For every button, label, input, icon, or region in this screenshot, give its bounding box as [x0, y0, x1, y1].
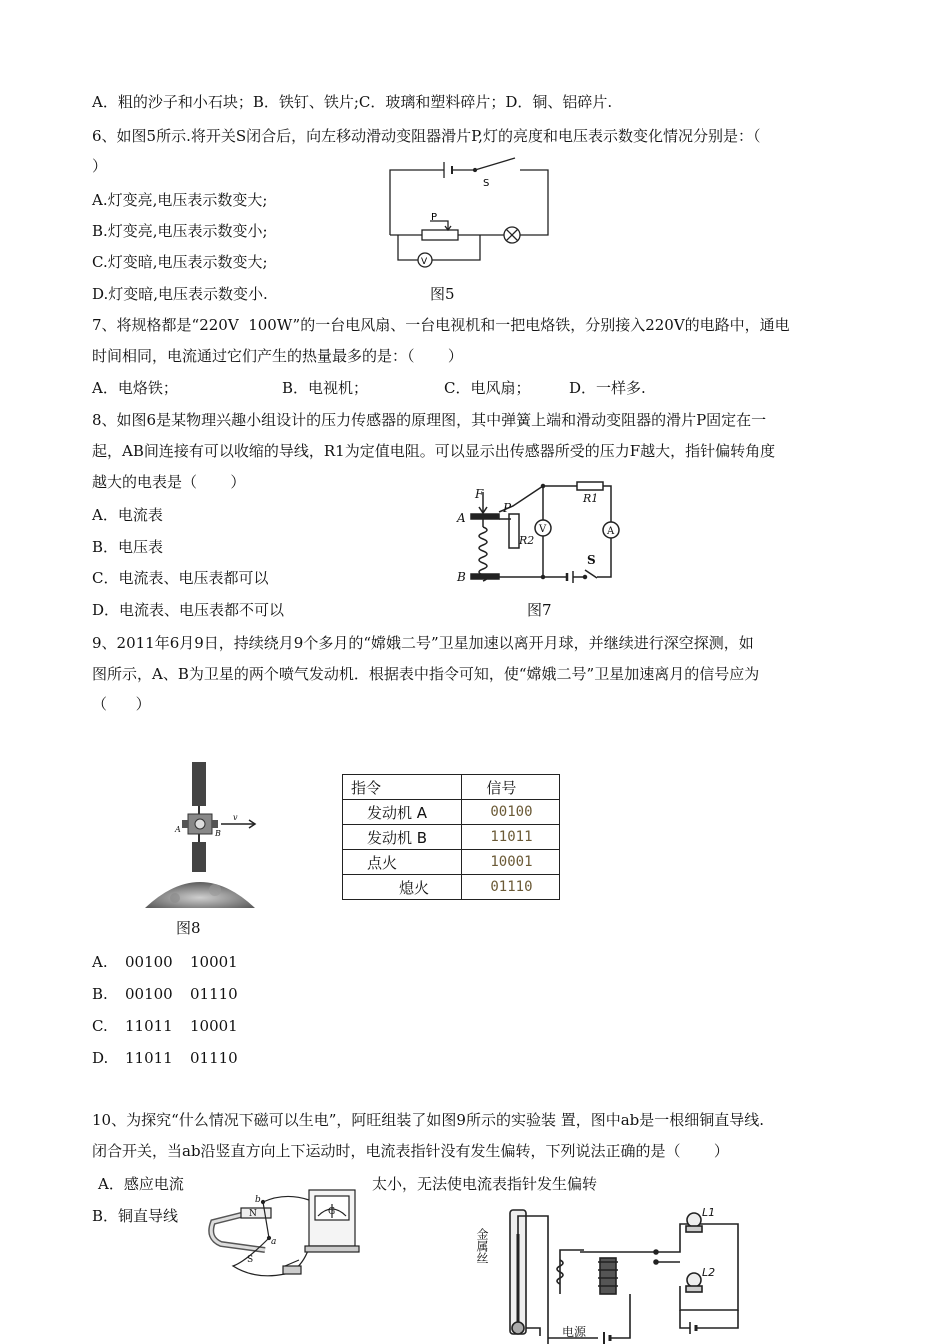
q8-option-c: C．电流表、电压表都可以	[92, 569, 269, 587]
fig8-engine-a-label: A	[175, 825, 181, 834]
table-cell-signal: 10001	[462, 850, 560, 875]
fig7-p-label: P	[503, 501, 512, 515]
q9-option-c-value1: 11011	[125, 1017, 173, 1035]
q10-option-b-left: B．铜直导线	[92, 1207, 179, 1225]
q8-stem-line1: 8、如图6是某物理兴趣小组设计的压力传感器的原理图，其中弹簧上端和滑动变阻器的滑片P固定在一	[92, 411, 767, 429]
figure-8-label: 图8	[176, 919, 201, 937]
fig9-galvanometer-label: G	[328, 1207, 336, 1217]
q10-option-a-left: A．感应电流	[98, 1175, 184, 1193]
command-signal-table	[342, 774, 560, 900]
fig-power-supply-label: 电源	[562, 1325, 587, 1339]
q8-option-d: D．电流表、电压表都不可以	[92, 601, 285, 619]
table-row	[343, 850, 560, 875]
q8-stem-line2: 起，AB间连接有可以收缩的导线，R1为定值电阻。可以显示出传感器所受的压力F越大，指针偏转角度	[92, 442, 776, 460]
table-cell-signal: 00100	[462, 800, 560, 825]
q9-option-a-value2: 10001	[190, 953, 238, 971]
q10-stem-line1: 10、为探究“什么情况下磁可以生电”，阿旺组装了如图9所示的实验装 置，图中ab是一根细铜直导线.	[92, 1111, 765, 1129]
table-header-signal: 信号	[462, 775, 560, 800]
q6-option-b: B.灯变亮,电压表示数变小;	[92, 222, 268, 240]
fig7-r2-label: R2	[519, 534, 535, 547]
fig5-switch-label: S	[483, 178, 490, 189]
fig7-b-label: B	[457, 570, 466, 584]
q6-option-d: D.灯变暗,电压表示数变小.	[92, 285, 268, 303]
q6-option-c: C.灯变暗,电压表示数变大;	[92, 253, 268, 271]
q6-stem-line2: ）	[92, 157, 108, 175]
table-cell-command: 发动机 A	[343, 800, 462, 825]
q8-stem-line3: 越大的电表是（ ）	[92, 473, 246, 491]
q9-option-c-value2: 10001	[190, 1017, 238, 1035]
q6-option-a: A.灯变亮,电压表示数变大;	[92, 191, 268, 209]
q9-option-a-letter: A.	[92, 953, 108, 971]
figure-7-pressure-sensor	[455, 482, 630, 587]
q7-option-d: D．一样多.	[569, 379, 646, 397]
table-cell-command: 熄火	[343, 875, 462, 900]
table-cell-signal: 01110	[462, 875, 560, 900]
q6-stem-line1: 6、如图5所示.将开关S闭合后，向左移动滑动变阻器滑片P,灯的亮度和电压表示数变化情况分别是：（	[92, 127, 761, 145]
table-cell-command: 发动机 B	[343, 825, 462, 850]
fig5-slider-label: P	[431, 212, 438, 223]
q9-option-c-letter: C.	[92, 1017, 108, 1035]
q9-option-d-value2: 01110	[190, 1049, 238, 1067]
fig-lamp-l1-label: L1	[702, 1206, 716, 1219]
figure-8-satellite	[145, 760, 265, 910]
q8-option-a: A．电流表	[92, 506, 163, 524]
q9-option-b-value2: 01110	[190, 985, 238, 1003]
table-row	[343, 875, 560, 900]
fig9-a-label: a	[271, 1237, 277, 1247]
table-row	[343, 825, 560, 850]
fig9-b-label: b	[255, 1195, 261, 1205]
figure-9-apparatus	[205, 1188, 365, 1283]
table-row	[343, 800, 560, 825]
table-header-row	[343, 775, 560, 800]
q9-option-d-letter: D.	[92, 1049, 109, 1067]
figure-5-label: 图5	[430, 285, 455, 303]
fig-lamp-l2-label: L2	[702, 1266, 716, 1279]
q9-option-a-value1: 00100	[125, 953, 173, 971]
fig5-voltmeter-label: V	[421, 257, 428, 267]
fig8-velocity-label: v	[233, 813, 238, 822]
q7-stem-line2: 时间相同，电流通过它们产生的热量最多的是：（ ）	[92, 347, 463, 365]
moon-surface	[145, 882, 255, 908]
table-cell-signal: 11011	[462, 825, 560, 850]
q9-option-d-value1: 11011	[125, 1049, 173, 1067]
q10-option-a-right: 太小，无法使电流表指针发生偏转	[372, 1175, 598, 1193]
fig7-force-label: F	[475, 487, 484, 501]
figure-7-label: 图7	[527, 601, 552, 619]
fig9-north-label: N	[249, 1209, 257, 1219]
q7-stem-line1: 7、将规格都是“220V 100W”的一台电风扇、一台电视机和一把电烙铁，分别接入220V的电路中，通电	[92, 316, 790, 334]
table-header-command: 指令	[343, 775, 462, 800]
q7-option-c: C．电风扇；	[444, 379, 531, 397]
fig7-r1-label: R1	[583, 492, 599, 505]
q10-stem-line2: 闭合开关，当ab沿竖直方向上下运动时，电流表指针没有发生偏转，下列说法正确的是（ ）	[92, 1142, 729, 1160]
q5-options: A．粗的沙子和小石块；B．铁钉、铁片;C．玻璃和塑料碎片；D．铜、铝碎片.	[92, 93, 613, 111]
q7-option-b: B．电视机；	[282, 379, 369, 397]
figure-thermometer-alarm-circuit	[475, 1204, 750, 1344]
fig8-engine-b-label: B	[215, 829, 221, 838]
q8-option-b: B．电压表	[92, 538, 164, 556]
fig7-ammeter-label: A	[607, 526, 615, 537]
fig7-a-label: A	[457, 511, 466, 525]
table-cell-command: 点火	[343, 850, 462, 875]
q9-option-b-value1: 00100	[125, 985, 173, 1003]
fig9-south-label: S	[247, 1255, 254, 1265]
q7-option-a: A．电烙铁；	[92, 379, 178, 397]
figure-5-circuit	[380, 150, 560, 275]
fig7-switch-label: S	[587, 553, 596, 567]
q9-stem-line2: 图所示，A、B为卫星的两个喷气发动机．根据表中指令可知，使“嫦娥二号”卫星加速离月的信号应为	[92, 665, 760, 683]
q9-option-b-letter: B.	[92, 985, 108, 1003]
fig7-voltmeter-label: V	[539, 524, 547, 535]
q9-stem-line1: 9、2011年6月9日，持续绕月9个多月的“嫦娥二号”卫星加速以离开月球，并继续进行深空探测，如	[92, 634, 754, 652]
q9-stem-line3: （ ）	[92, 695, 151, 713]
fig-metal-wire-label: 金属丝	[475, 1228, 489, 1264]
